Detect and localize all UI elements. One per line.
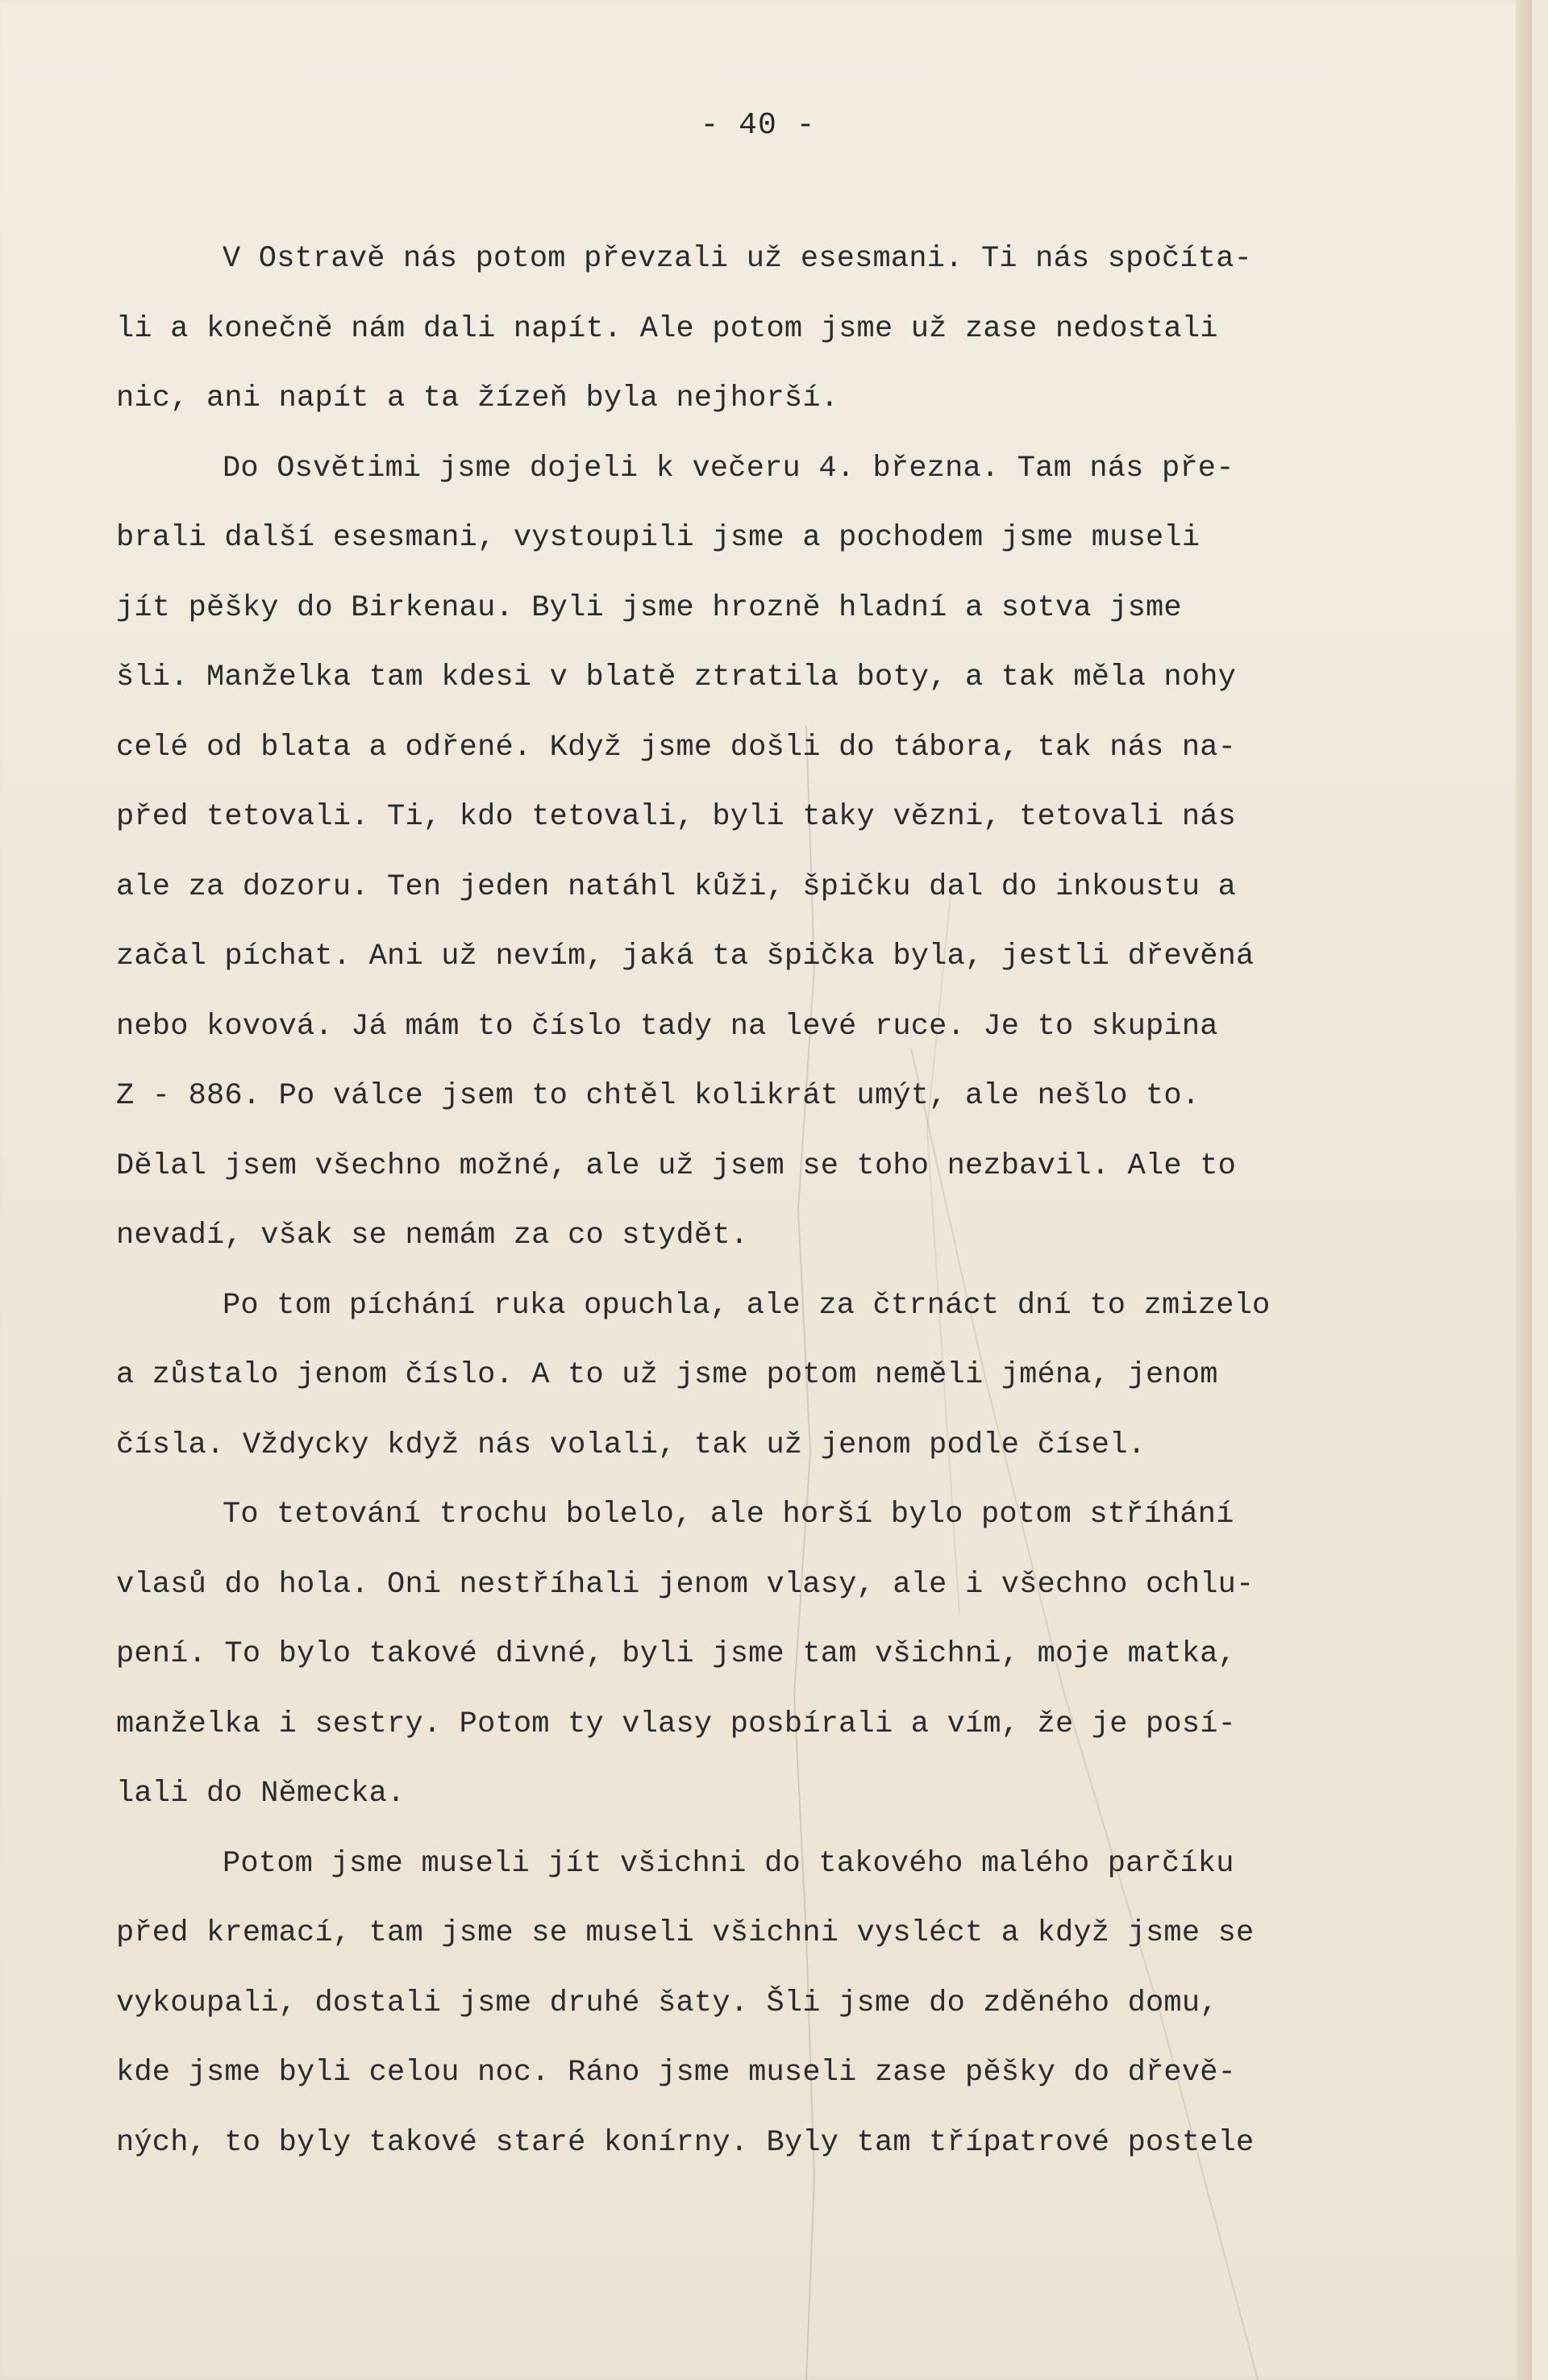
- text-line: před kremací, tam jsme se museli všichni vysléct a když jsme se: [116, 1916, 1255, 1950]
- paragraph: [116, 1271, 1438, 1481]
- text-line: li a konečně nám dali napít. Ale potom jsme už zase nedostali: [116, 311, 1218, 346]
- text-line: ale za dozoru. Ten jeden natáhl kůži, špičku dal do inkoustu a: [116, 869, 1237, 904]
- text-line: a zůstalo jenom číslo. A to už jsme potom neměli jména, jenom: [116, 1358, 1218, 1392]
- paragraph: [116, 1480, 1438, 1829]
- paragraph: [116, 1829, 1438, 2178]
- text-line: vlasů do hola. Oni nestříhali jenom vlasy, ale i všechno ochlu-: [116, 1567, 1255, 1602]
- text-line: nebo kovová. Já mám to číslo tady na levé ruce. Je to skupina: [116, 1009, 1218, 1044]
- text-line: manželka i sestry. Potom ty vlasy posbírali a vím, že je posí-: [116, 1707, 1237, 1741]
- text-line: ných, to byly takové staré konírny. Byly tam třípatrové postele: [116, 2125, 1255, 2160]
- text-line: lali do Německa.: [116, 1777, 406, 1811]
- text-line: Do Osvětimi jsme dojeli k večeru 4. března. Tam nás pře-: [223, 451, 1234, 486]
- text-line: pení. To bylo takové divné, byli jsme tam všichni, moje matka,: [116, 1637, 1237, 1671]
- text-line: Potom jsme museli jít všichni do takového malého parčíku: [223, 1846, 1234, 1881]
- text-line: nevadí, však se nemám za co stydět.: [116, 1219, 749, 1253]
- text-line: celé od blata a odřené. Když jsme došli do tábora, tak nás na-: [116, 730, 1237, 765]
- text-line: Z - 886. Po válce jsem to chtěl kolikrát umýt, ale nešlo to.: [116, 1079, 1201, 1113]
- text-line: nic, ani napít a ta žízeň byla nejhorší.: [116, 381, 839, 415]
- text-line: vykoupali, dostali jsme druhé šaty. Šli jsme do zděného domu,: [116, 1986, 1218, 2020]
- text-line: To tetování trochu bolelo, ale horší bylo potom stříhání: [223, 1498, 1234, 1532]
- text-line: před tetovali. Ti, kdo tetovali, byli taky vězni, tetovali nás: [116, 800, 1237, 834]
- body-text: [116, 224, 1438, 2178]
- paragraph: [116, 434, 1438, 1271]
- paragraph: [116, 224, 1438, 434]
- text-line: kde jsme byli celou noc. Ráno jsme museli zase pěšky do dřevě-: [116, 2056, 1237, 2090]
- text-line: V Ostravě nás potom převzali už esesmani. Ti nás spočíta-: [223, 242, 1253, 276]
- text-line: brali další esesmani, vystoupili jsme a pochodem jsme museli: [116, 521, 1201, 555]
- page-number: - 40 -: [700, 108, 816, 143]
- page-edge: [1516, 0, 1532, 2380]
- text-line: jít pěšky do Birkenau. Byli jsme hrozně hladní a sotva jsme: [116, 590, 1182, 625]
- text-line: Dělal jsem všechno možné, ale už jsem se toho nezbavil. Ale to: [116, 1148, 1237, 1183]
- text-line: čísla. Vždycky když nás volali, tak už jenom podle čísel.: [116, 1428, 1146, 1462]
- text-line: Po tom píchání ruka opuchla, ale za čtrnáct dní to zmizelo: [223, 1288, 1271, 1323]
- text-line: šli. Manželka tam kdesi v blatě ztratila boty, a tak měla nohy: [116, 661, 1237, 694]
- text-line: začal píchat. Ani už nevím, jaká ta špička byla, jestli dřevěná: [116, 940, 1255, 973]
